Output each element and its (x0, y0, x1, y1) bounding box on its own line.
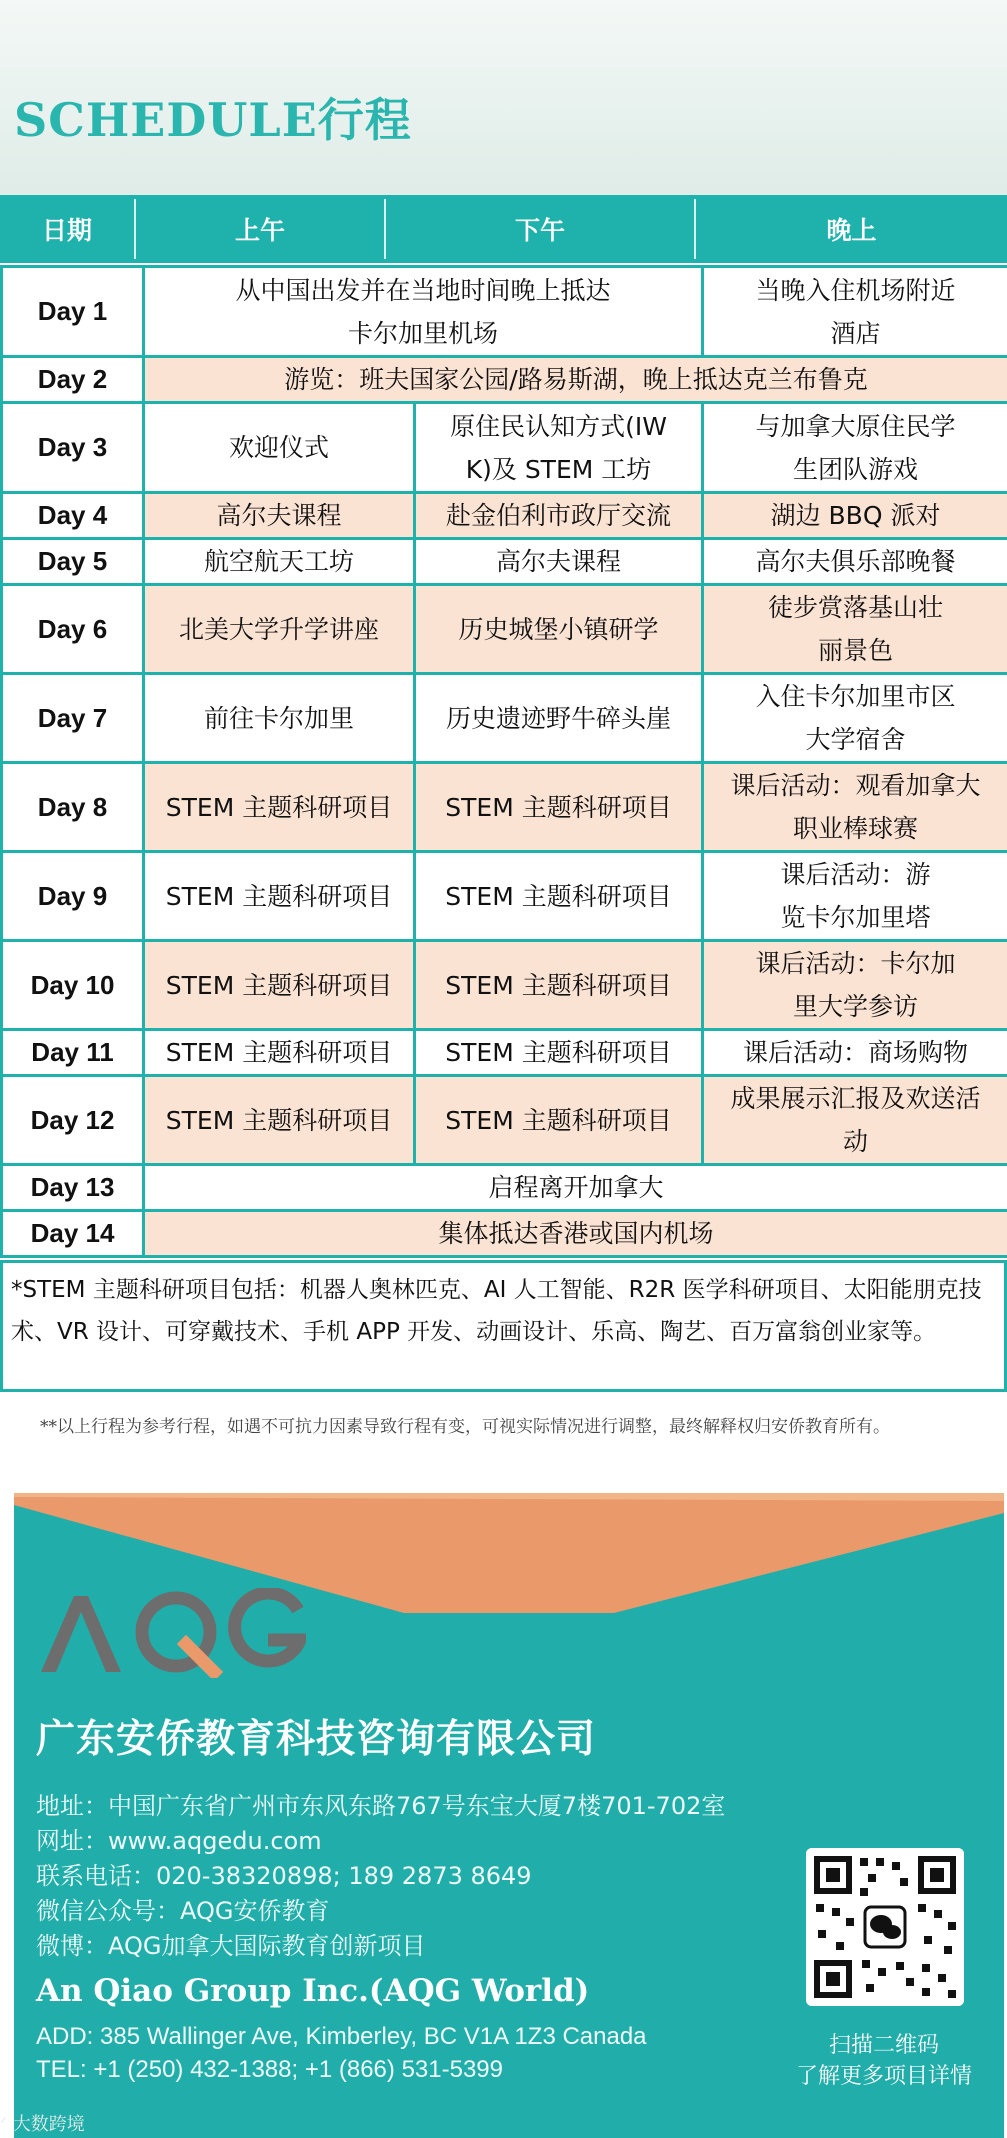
morning-activity: 航空航天工坊 (144, 539, 415, 585)
evening-activity: 与加拿大原住民学生团队游戏 (703, 403, 1007, 493)
evening-activity: 高尔夫俱乐部晚餐 (703, 539, 1007, 585)
table-row (2, 1211, 1007, 1257)
afternoon-activity: STEM 主题科研项目 (415, 852, 703, 941)
qr-caption-scan: 扫描二维码 (828, 2033, 939, 2058)
morning-activity: 前往卡尔加里 (144, 674, 415, 763)
address-line: 地址：中国广东省广州市东风东路767号东宝大厦7楼701-702室 (36, 1792, 726, 1820)
page-title: SCHEDULE行程 (14, 93, 412, 147)
day-label: Day 3 (2, 403, 144, 493)
weibo-line: 微博：AQG加拿大国际教育创新项目 (36, 1932, 426, 1960)
day-label: Day 10 (2, 941, 144, 1030)
phone-line: 联系电话：020-38320898; 189 2873 8649 (36, 1862, 532, 1890)
schedule-header-row (0, 195, 1007, 263)
header-date: 日期 (0, 199, 136, 259)
table-row (2, 539, 1007, 585)
watermark-icon: ᐟ (0, 2113, 7, 2133)
table-row (2, 267, 1007, 357)
morning-activity: STEM 主题科研项目 (144, 941, 415, 1030)
morning-activity: 高尔夫课程 (144, 493, 415, 539)
table-row (2, 941, 1007, 1030)
evening-activity: 徒步赏落基山壮丽景色 (703, 585, 1007, 674)
evening-activity: 课后活动：商场购物 (703, 1030, 1007, 1076)
morning-activity: 北美大学升学讲座 (144, 585, 415, 674)
schedule-table (0, 265, 1007, 1258)
day-label: Day 2 (2, 357, 144, 403)
evening-activity: 当晚入住机场附近酒店 (703, 267, 1007, 357)
english-phone: TEL: +1 (250) 432-1388; +1 (866) 531-5399 (36, 2056, 503, 2083)
evening-activity: 入住卡尔加里市区大学宿舍 (703, 674, 1007, 763)
afternoon-activity: 赴金伯利市政厅交流 (415, 493, 703, 539)
full-day-activity: 启程离开加拿大 (144, 1165, 1007, 1211)
table-row (2, 1076, 1007, 1165)
table-row (2, 1030, 1007, 1076)
english-address: ADD: 385 Wallinger Ave, Kimberley, BC V1A 1Z3 Canada (36, 2023, 647, 2050)
afternoon-activity: STEM 主题科研项目 (415, 763, 703, 852)
table-row (2, 403, 1007, 493)
afternoon-activity: 原住民认知方式(IWK)及 STEM 工坊 (415, 403, 703, 493)
watermark-text: 大数跨境 (12, 2114, 85, 2135)
afternoon-activity: STEM 主题科研项目 (415, 941, 703, 1030)
afternoon-activity: 高尔夫课程 (415, 539, 703, 585)
qr-caption-details: 了解更多项目详情 (795, 2064, 972, 2089)
day-label: Day 1 (2, 267, 144, 357)
wechat-line: 微信公众号：AQG安侨教育 (36, 1897, 330, 1925)
table-row (2, 585, 1007, 674)
table-row (2, 674, 1007, 763)
stem-note: *STEM 主题科研项目包括：机器人奥林匹克、AI 人工智能、R2R 医学科研项目、太阳能朋克技术、VR 设计、可穿戴技术、手机 APP 开发、动画设计、乐高、陶艺、百万富翁创业家等。 (0, 1260, 1007, 1392)
day-label: Day 4 (2, 493, 144, 539)
table-row (2, 493, 1007, 539)
morning-activity: STEM 主题科研项目 (144, 1030, 415, 1076)
qr-code-icon[interactable] (806, 1848, 964, 2006)
website-link[interactable]: 网址：www.aqgedu.com (36, 1827, 322, 1855)
day-label: Day 6 (2, 585, 144, 674)
morning-activity: STEM 主题科研项目 (144, 852, 415, 941)
morning-activity: STEM 主题科研项目 (144, 763, 415, 852)
morning-activity: 欢迎仪式 (144, 403, 415, 493)
day-label: Day 11 (2, 1030, 144, 1076)
day-label: Day 14 (2, 1211, 144, 1257)
am-pm-activity: 从中国出发并在当地时间晚上抵达卡尔加里机场 (144, 267, 703, 357)
english-company-name: An Qiao Group Inc.(AQG World) (36, 1973, 590, 2009)
evening-activity: 课后活动：观看加拿大职业棒球赛 (703, 763, 1007, 852)
table-row (2, 763, 1007, 852)
afternoon-activity: STEM 主题科研项目 (415, 1076, 703, 1165)
full-day-activity: 游览：班夫国家公园/路易斯湖，晚上抵达克兰布鲁克 (144, 357, 1007, 403)
footer-panel (14, 1493, 1004, 2138)
day-label: Day 12 (2, 1076, 144, 1165)
header-morning: 上午 (136, 199, 386, 259)
table-row (2, 1165, 1007, 1211)
evening-activity: 成果展示汇报及欢送活动 (703, 1076, 1007, 1165)
evening-activity: 湖边 BBQ 派对 (703, 493, 1007, 539)
company-name: 广东安侨教育科技咨询有限公司 (36, 1716, 597, 1762)
afternoon-activity: 历史遗迹野牛碎头崖 (415, 674, 703, 763)
watermark (0, 2108, 85, 2138)
day-label: Day 13 (2, 1165, 144, 1211)
table-row (2, 852, 1007, 941)
day-label: Day 9 (2, 852, 144, 941)
header-evening: 晚上 (826, 216, 877, 245)
afternoon-activity: 历史城堡小镇研学 (415, 585, 703, 674)
day-label: Day 5 (2, 539, 144, 585)
header-afternoon: 下午 (386, 199, 696, 259)
afternoon-activity: STEM 主题科研项目 (415, 1030, 703, 1076)
evening-activity: 课后活动：游览卡尔加里塔 (703, 852, 1007, 941)
disclaimer: **以上行程为参考行程，如遇不可抗力因素导致行程有变，可视实际情况进行调整，最终解释权归安侨教育所有。 (40, 1417, 890, 1437)
morning-activity: STEM 主题科研项目 (144, 1076, 415, 1165)
day-label: Day 8 (2, 763, 144, 852)
aqg-logo (36, 1588, 306, 1678)
day-label: Day 7 (2, 674, 144, 763)
full-day-activity: 集体抵达香港或国内机场 (144, 1211, 1007, 1257)
evening-activity: 课后活动：卡尔加里大学参访 (703, 941, 1007, 1030)
table-row (2, 357, 1007, 403)
